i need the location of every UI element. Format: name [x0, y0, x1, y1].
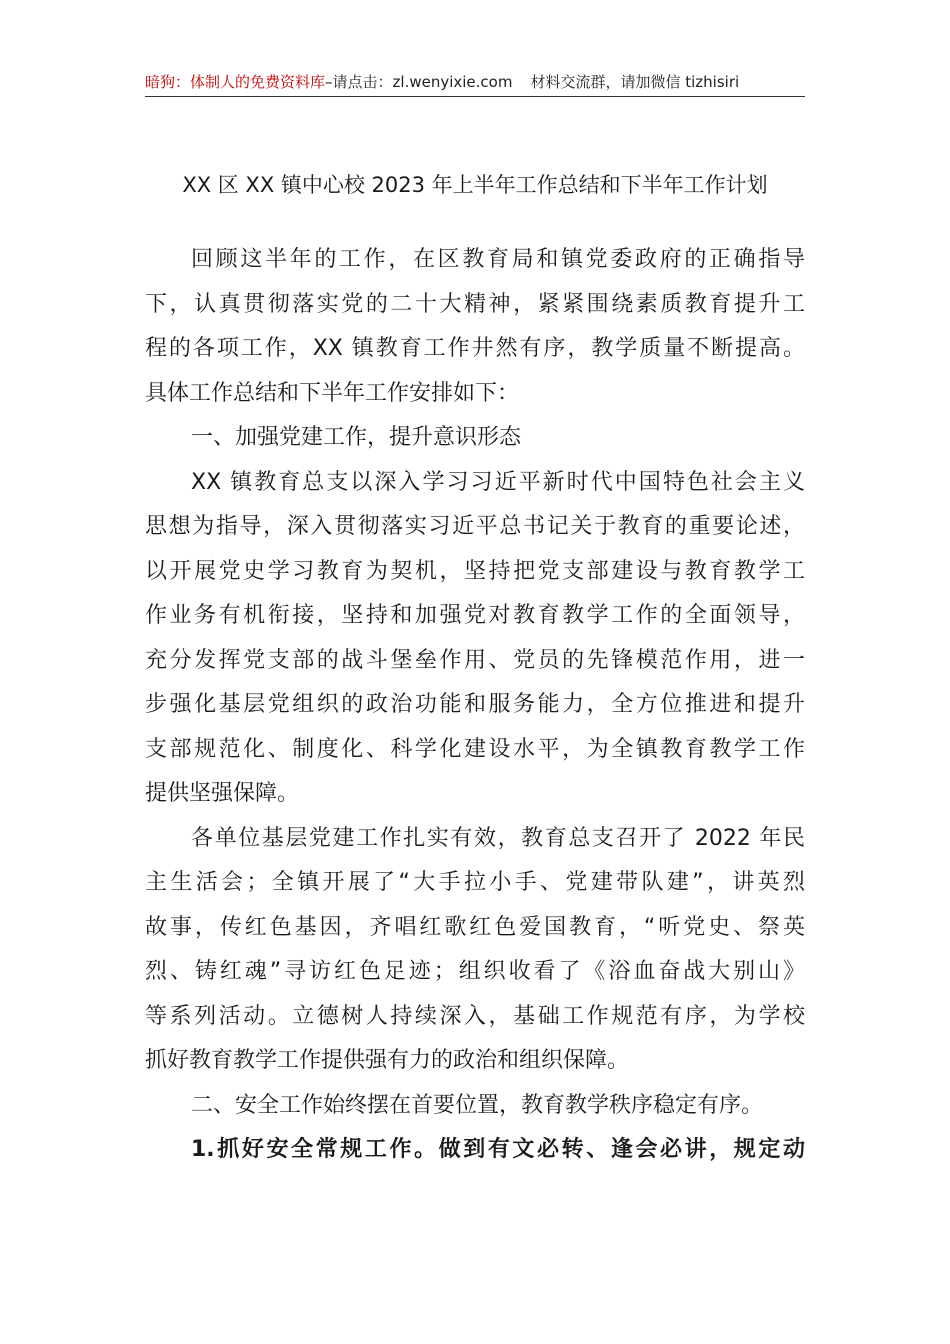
- header-link-url[interactable]: zl.wenyixie.com: [392, 73, 513, 91]
- document-body: [145, 238, 805, 1173]
- section-heading: 一、加强党建工作，提升意识形态: [191, 425, 522, 450]
- text-line: 作业务有机衔接，坚持和加强党对教育教学工作的全面领导，: [145, 603, 805, 628]
- text-line: 下，认真贯彻落实党的二十大精神，紧紧围绕素质教育提升工: [145, 291, 805, 317]
- text-line: 提供坚强保障。: [145, 781, 300, 806]
- text-line: 具体工作总结和下半年工作安排如下：: [145, 380, 520, 406]
- header-brand: 暗狗：体制人的免费资料库: [145, 73, 326, 91]
- header-contact: 材料交流群，请加微信 tizhisiri: [530, 73, 740, 91]
- subsection-heading: 1.抓好安全常规工作。做到有文必转、逢会必讲，规定动: [191, 1137, 805, 1162]
- text-line: XX 镇教育总支以深入学习习近平新时代中国特色社会主义: [191, 469, 805, 495]
- text-line: 程的各项工作，XX 镇教育工作井然有序，教学质量不断提高。: [145, 336, 805, 361]
- header-divider: [145, 96, 805, 97]
- text-line: 主生活会；全镇开展了“大手拉小手、党建带队建”，讲英烈: [145, 870, 805, 895]
- text-line: 以开展党史学习教育为契机，坚持把党支部建设与教育教学工: [145, 558, 805, 584]
- header-link-prefix: –请点击：: [325, 73, 393, 91]
- document-title: XX 区 XX 镇中心校 2023 年上半年工作总结和下半年工作计划: [182, 173, 768, 197]
- text-line: 故事，传红色基因，齐唱红歌红色爱国教育，“听党史、祭英: [145, 914, 805, 940]
- text-line: 充分发挥党支部的战斗堡垒作用、党员的先锋模范作用，进一: [145, 647, 805, 673]
- section-heading: 二、安全工作始终摆在首要位置，教育教学秩序稳定有序。: [191, 1092, 764, 1118]
- text-line: 回顾这半年的工作，在区教育局和镇党委政府的正确指导: [191, 247, 805, 272]
- page-header: [145, 70, 805, 94]
- text-line: 抓好教育教学工作提供强有力的政治和组织保障。: [145, 1048, 630, 1073]
- text-line: 烈、铸红魂”寻访红色足迹；组织收看了《浴血奋战大别山》: [145, 959, 805, 984]
- text-line: 思想为指导，深入贯彻落实习近平总书记关于教育的重要论述，: [145, 514, 805, 539]
- text-line: 各单位基层党建工作扎实有效，教育总支召开了 2022 年民: [191, 825, 805, 851]
- text-line: 等系列活动。立德树人持续深入，基础工作规范有序，为学校: [145, 1003, 805, 1029]
- text-line: 支部规范化、制度化、科学化建设水平，为全镇教育教学工作: [145, 736, 805, 762]
- text-line: 步强化基层党组织的政治功能和服务能力，全方位推进和提升: [145, 692, 805, 717]
